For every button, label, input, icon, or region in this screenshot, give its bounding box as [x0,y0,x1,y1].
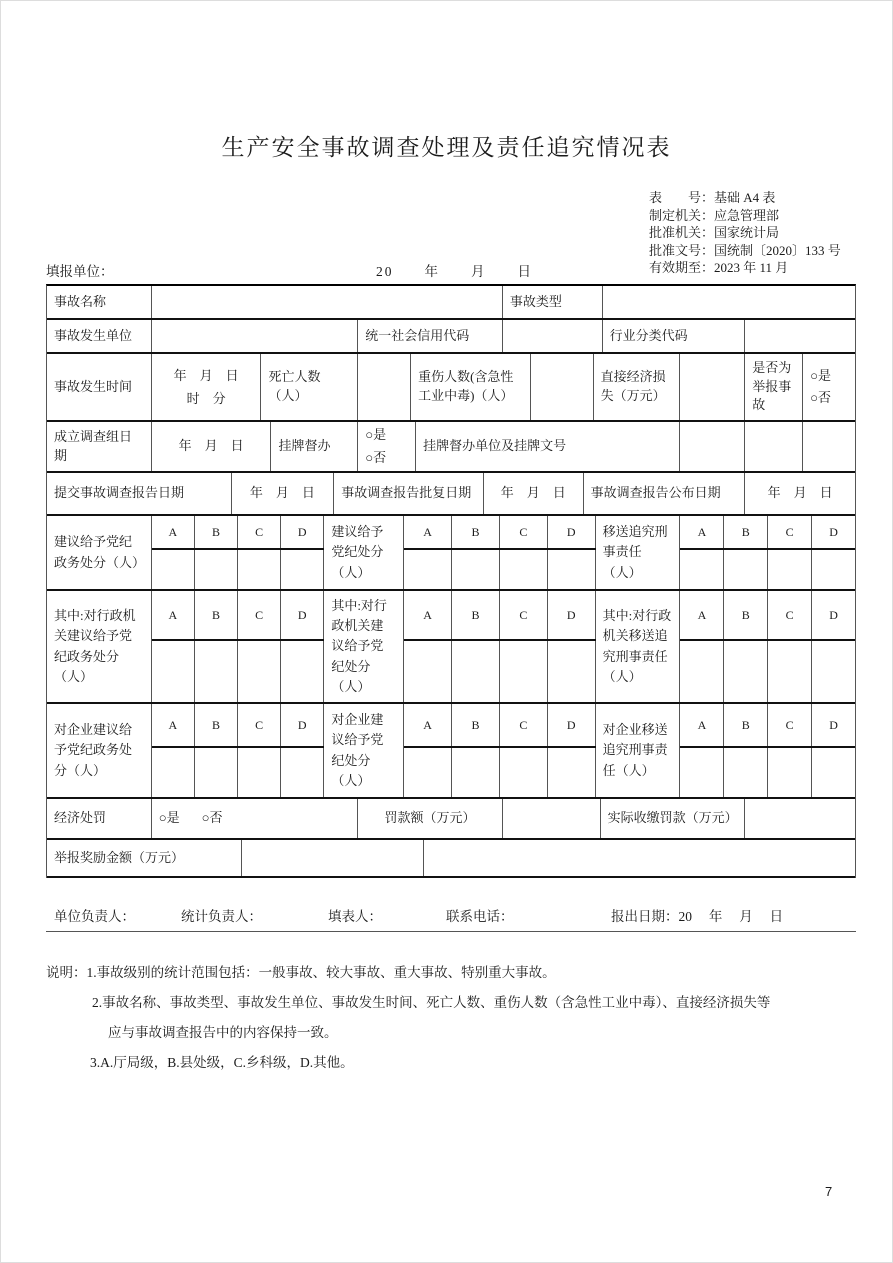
approve-report-date-label: 事故调查报告批复日期 [334,473,484,514]
economic-loss-label: 直接经济损失（万元） [594,354,681,420]
meta-value: 应急管理部 [714,207,780,223]
notes-block [46,958,866,1078]
accident-time-label: 事故发生时间 [47,354,152,420]
value-cell [281,550,324,589]
reporting-unit-label: 填报单位： [46,264,114,279]
value-cell [724,550,768,589]
value-cell [724,641,768,702]
economic-loss-input-cell [680,354,745,420]
value-cell [195,748,238,797]
table-row-accident-name [47,286,855,320]
enterprise-discipline-label: 对企业建议给予党纪处分（人） [324,704,404,797]
reported-yes-no-cell [803,354,855,420]
admin-discipline-label: 其中:对行政机关建议给予党纪处分（人） [324,591,404,702]
col-header-A: A [680,591,724,639]
value-cell [724,748,768,797]
value-cell [404,748,452,797]
deaths-input-cell [358,354,411,420]
supervision-yes-no-cell [358,422,416,471]
value-cell [404,641,452,702]
col-header-D: D [281,591,324,639]
meta-approving-agency [649,224,841,242]
time-placeholder: 时 分 [186,391,226,406]
industry-code-label: 行业分类代码 [603,320,746,352]
col-header-B: B [724,516,768,548]
col-header-B: B [195,516,238,548]
abcd-header [404,516,596,550]
injuries-label: 重伤人数(含急性工业中毒)（人） [411,354,531,420]
value-cell [812,641,855,702]
col-header-C: C [238,516,281,548]
col-header-A: A [680,516,724,548]
value-cell [548,748,596,797]
team-date-input-cell: 年 月 日 [152,422,272,471]
reported-accident-label: 是否为举报事故 [745,354,803,420]
supervision-label: 挂牌督办 [271,422,358,471]
accident-unit-label: 事故发生单位 [47,320,152,352]
col-header-B: B [724,591,768,639]
approve-report-date-input-cell: 年 月 日 [484,473,584,514]
value-cell [812,550,855,589]
col-header-B: B [452,704,500,746]
reward-amount-label: 举报奖励金额（万元） [47,840,242,876]
abcd-block [680,591,855,702]
discipline-politics-label: 建议给予党纪政务处分（人） [47,516,152,589]
submit-report-date-input-cell: 年 月 日 [232,473,335,514]
value-cell [500,748,548,797]
accident-form-table [46,284,856,878]
abcd-block [404,516,596,589]
signature-strip [46,896,856,932]
fine-amount-input-cell [503,799,601,838]
no-radio-option: ○否 [810,390,831,405]
abcd-values [680,748,855,797]
abcd-block [152,591,325,702]
criminal-transfer-label: 移送追究刑事责任（人） [596,516,681,589]
value-cell [152,641,195,702]
meta-table-number [649,189,841,207]
blank-cell [424,840,855,876]
supervision-unit-input-cell [680,422,745,471]
admin-criminal-label: 其中:对行政机关移送追究刑事责任（人） [596,591,681,702]
value-cell [548,550,596,589]
abcd-values [404,550,596,589]
page-title: 生产安全事故调查处理及责任追究情况表 [221,135,672,160]
col-header-B: B [724,704,768,746]
table-row-accident-unit [47,320,855,354]
table-row-reward-amount [47,840,855,878]
value-cell [768,641,812,702]
meta-label: 批准文号： [649,242,715,258]
abcd-header [680,591,855,641]
col-header-A: A [152,516,195,548]
abcd-values [680,641,855,702]
abcd-header [152,591,325,641]
col-header-C: C [238,591,281,639]
col-header-C: C [500,516,548,548]
meta-value: 国家统计局 [714,225,780,240]
admin-politics-label: 其中:对行政机关建议给予党纪政务处分（人） [47,591,152,702]
abcd-values [152,748,325,797]
abcd-header [404,591,596,641]
no-radio-option: ○否 [365,449,387,465]
injuries-input-cell [531,354,594,420]
col-header-C: C [238,704,281,746]
abcd-values [680,550,855,589]
report-out-date-label: 报出日期：20 年 月 日 [611,909,784,924]
supervision-unit-label: 挂牌督办单位及挂牌文号 [416,422,680,471]
abcd-header [404,704,596,748]
abcd-header [680,516,855,550]
accident-type-label: 事故类型 [503,286,603,318]
statistics-head-label: 统计负责人： [181,909,262,924]
value-cell [195,550,238,589]
value-cell [152,550,195,589]
page-number: 7 [825,1184,833,1199]
col-header-A: A [680,704,724,746]
value-cell [281,748,324,797]
value-cell [238,748,281,797]
report-date-blank: 20 年 月 日 [376,264,533,279]
col-header-C: C [500,591,548,639]
date-placeholder: 年 月 日 [173,367,239,383]
col-header-C: C [500,704,548,746]
economic-yes-no-cell [152,799,358,838]
meta-value: 2023 年 11 月 [714,260,789,275]
collected-fine-label: 实际收缴罚款（万元） [601,799,746,838]
table-row-discipline-suggestion [47,516,855,591]
report-header-line [46,260,856,280]
team-date-label: 成立调查组日期 [47,422,152,471]
contact-phone-label: 联系电话： [446,909,514,924]
value-cell [680,641,724,702]
accident-time-input-cell [152,354,262,420]
value-cell [680,550,724,589]
abcd-block [404,704,596,797]
preparer-label: 填表人： [328,909,382,924]
col-header-C: C [768,516,812,548]
table-row-accident-time [47,354,855,422]
accident-name-label: 事故名称 [47,286,152,318]
collected-fine-input-cell [745,799,855,838]
value-cell [768,748,812,797]
col-header-A: A [404,704,452,746]
col-header-D: D [281,704,324,746]
publish-report-date-label: 事故调查报告公布日期 [584,473,746,514]
no-radio-option: ○否 [201,810,223,826]
col-header-B: B [195,704,238,746]
fine-amount-label: 罚款额（万元） [358,799,503,838]
value-cell [195,641,238,702]
table-row-economic-punishment [47,799,855,840]
col-header-C: C [768,704,812,746]
col-header-D: D [829,607,838,622]
value-cell [238,641,281,702]
table-row-admin-organs [47,591,855,704]
value-cell [238,550,281,589]
value-cell [812,748,855,797]
meta-label: 批准机关： [649,225,715,240]
col-header-D: D [281,516,324,548]
abcd-header [152,516,325,550]
abcd-values [404,748,596,797]
meta-value: 国统制〔2020〕133 号 [714,242,841,258]
col-header-B: B [452,591,500,639]
publish-report-date-input-cell: 年 月 日 [767,485,833,501]
economic-punishment-label: 经济处罚 [47,799,152,838]
credit-code-label: 统一社会信用代码 [358,320,503,352]
enterprise-politics-label: 对企业建议给予党纪政务处分（人） [47,704,152,797]
industry-code-input-cell [745,320,855,352]
col-header-B: B [195,591,238,639]
note-line: 3.A.厅局级，B.县处级，C.乡科级，D.其他。 [90,1055,354,1070]
value-cell [452,641,500,702]
note-line: 应与事故调查报告中的内容保持一致。 [108,1025,338,1040]
meta-label: 表 号： [649,190,715,205]
col-header-A: A [152,591,195,639]
table-row-enterprises [47,704,855,799]
meta-approval-number [649,242,841,260]
meta-label: 有效期至： [649,260,715,275]
accident-unit-input-cell [152,320,358,352]
abcd-block [152,516,325,589]
note-line: 2.事故名称、事故类型、事故发生单位、事故发生时间、死亡人数、重伤人数（含急性工业中毒）、直接经济损失等 [92,995,771,1010]
meta-label: 制定机关： [649,207,715,223]
submit-report-date-label: 提交事故调查报告日期 [47,473,232,514]
value-cell [152,748,195,797]
abcd-header [152,704,325,748]
abcd-values [152,641,325,702]
col-header-A: A [152,704,195,746]
value-cell [404,550,452,589]
value-cell [281,641,324,702]
value-cell [452,550,500,589]
value-cell [500,550,548,589]
yes-radio-option: ○是 [365,427,387,443]
yes-radio-option: ○是 [158,810,180,826]
table-row-report-dates [47,473,855,516]
col-header-D: D [548,516,596,548]
col-header-D: D [548,704,596,746]
accident-name-input-cell [152,286,503,318]
col-header-A: A [404,516,452,548]
col-header-D: D [548,591,596,639]
value-cell [680,748,724,797]
blank-cell [803,422,855,471]
value-cell [548,641,596,702]
table-row-investigation-team [47,422,855,473]
abcd-block [680,704,855,797]
meta-issuing-agency [649,207,841,225]
abcd-block [680,516,855,589]
deaths-label: 死亡人数（人） [261,354,358,420]
enterprise-criminal-label: 对企业移送追究刑事责任（人） [596,704,681,797]
reward-amount-input-cell [242,840,425,876]
value-cell [500,641,548,702]
party-discipline-label: 建议给予党纪处分（人） [324,516,404,589]
meta-value: 基础 A4 表 [714,190,776,205]
value-cell [452,748,500,797]
abcd-block [152,704,325,797]
yes-radio-option: ○是 [810,367,831,383]
abcd-header [680,704,855,748]
col-header-B: B [452,516,500,548]
credit-code-input-cell [503,320,603,352]
accident-type-input-cell [603,286,855,318]
col-header-A: A [404,591,452,639]
abcd-values [152,550,325,589]
col-header-D: D [829,524,838,539]
abcd-values [404,641,596,702]
unit-head-label: 单位负责人： [54,909,135,924]
blank-cell [745,422,803,471]
col-header-D: D [829,717,838,732]
value-cell [768,550,812,589]
col-header-C: C [768,591,812,639]
note-line: 说明：1.事故级别的统计范围包括：一般事故、较大事故、重大事故、特别重大事故。 [46,965,556,980]
abcd-block [404,591,596,702]
